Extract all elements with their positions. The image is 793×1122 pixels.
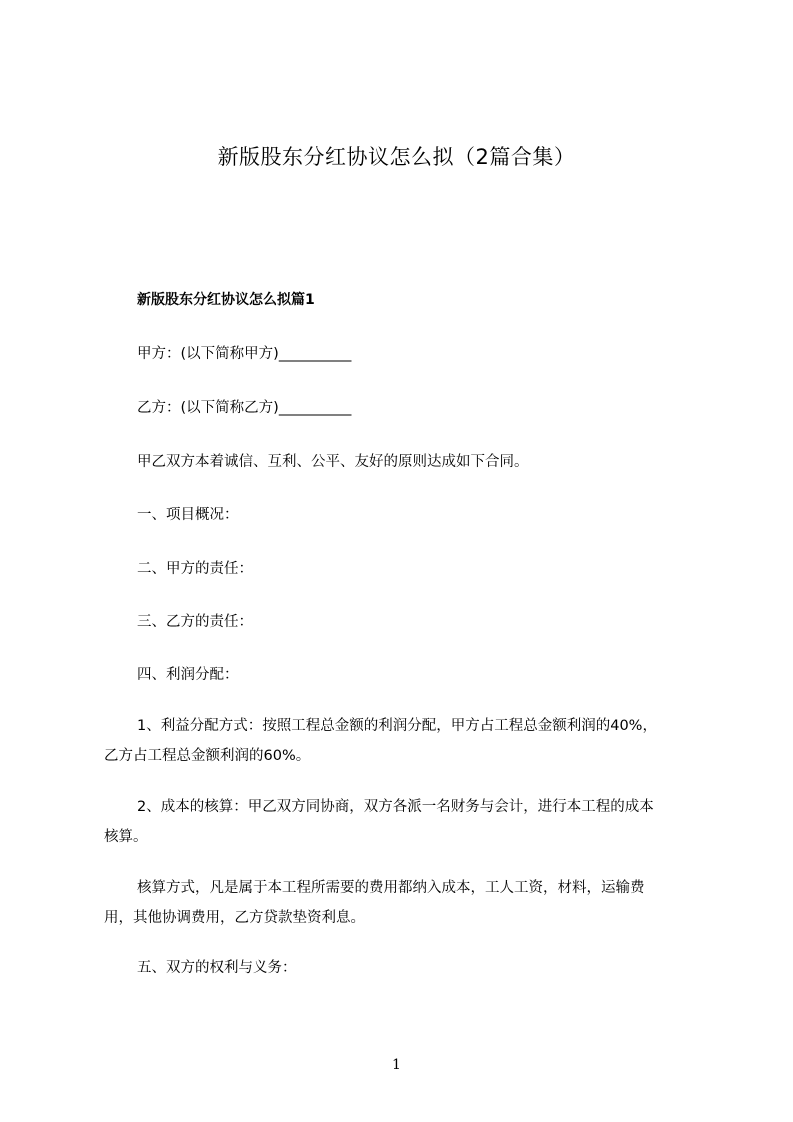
section-heading: 新版股东分红协议怎么拟篇1 [137,292,315,308]
item-profit-distribution: 四、利润分配： [137,667,239,683]
clause-3-paragraph [104,873,704,933]
item-party-b-duty: 三、乙方的责任： [137,614,253,630]
clause-2-line-2: 核算。 [104,829,148,845]
page-number: 1 [392,1057,401,1073]
document-title: 新版股东分红协议怎么拟（2篇合集） [217,145,576,169]
clause-1-line-2: 乙方占工程总金额利润的60%。 [104,748,311,764]
item-rights-obligations: 五、双方的权利与义务： [137,960,297,976]
item-party-a-duty: 二、甲方的责任： [137,561,253,577]
party-b-line: 乙方：(以下简称乙方)__________ [137,400,352,416]
clause-1-line-1: 1、利益分配方式：按照工程总金额的利润分配，甲方占工程总金额利润的40%， [137,718,657,734]
clause-2-line-1: 2、成本的核算：甲乙双方同协商，双方各派一名财务与会计，进行本工程的成本 [137,799,654,815]
intro-paragraph: 甲乙双方本着诚信、互利、公平、友好的原则达成如下合同。 [137,454,529,470]
item-project-overview: 一、项目概况： [137,507,239,523]
clause-3-line-1: 核算方式，凡是属于本工程所需要的费用都纳入成本，工人工资，材料，运输费 [137,880,645,896]
clause-2-paragraph [104,792,704,852]
clause-3-line-2: 用，其他协调费用，乙方贷款垫资利息。 [104,910,365,926]
clause-1-paragraph [104,711,704,771]
party-a-line: 甲方：(以下简称甲方)__________ [137,346,352,362]
